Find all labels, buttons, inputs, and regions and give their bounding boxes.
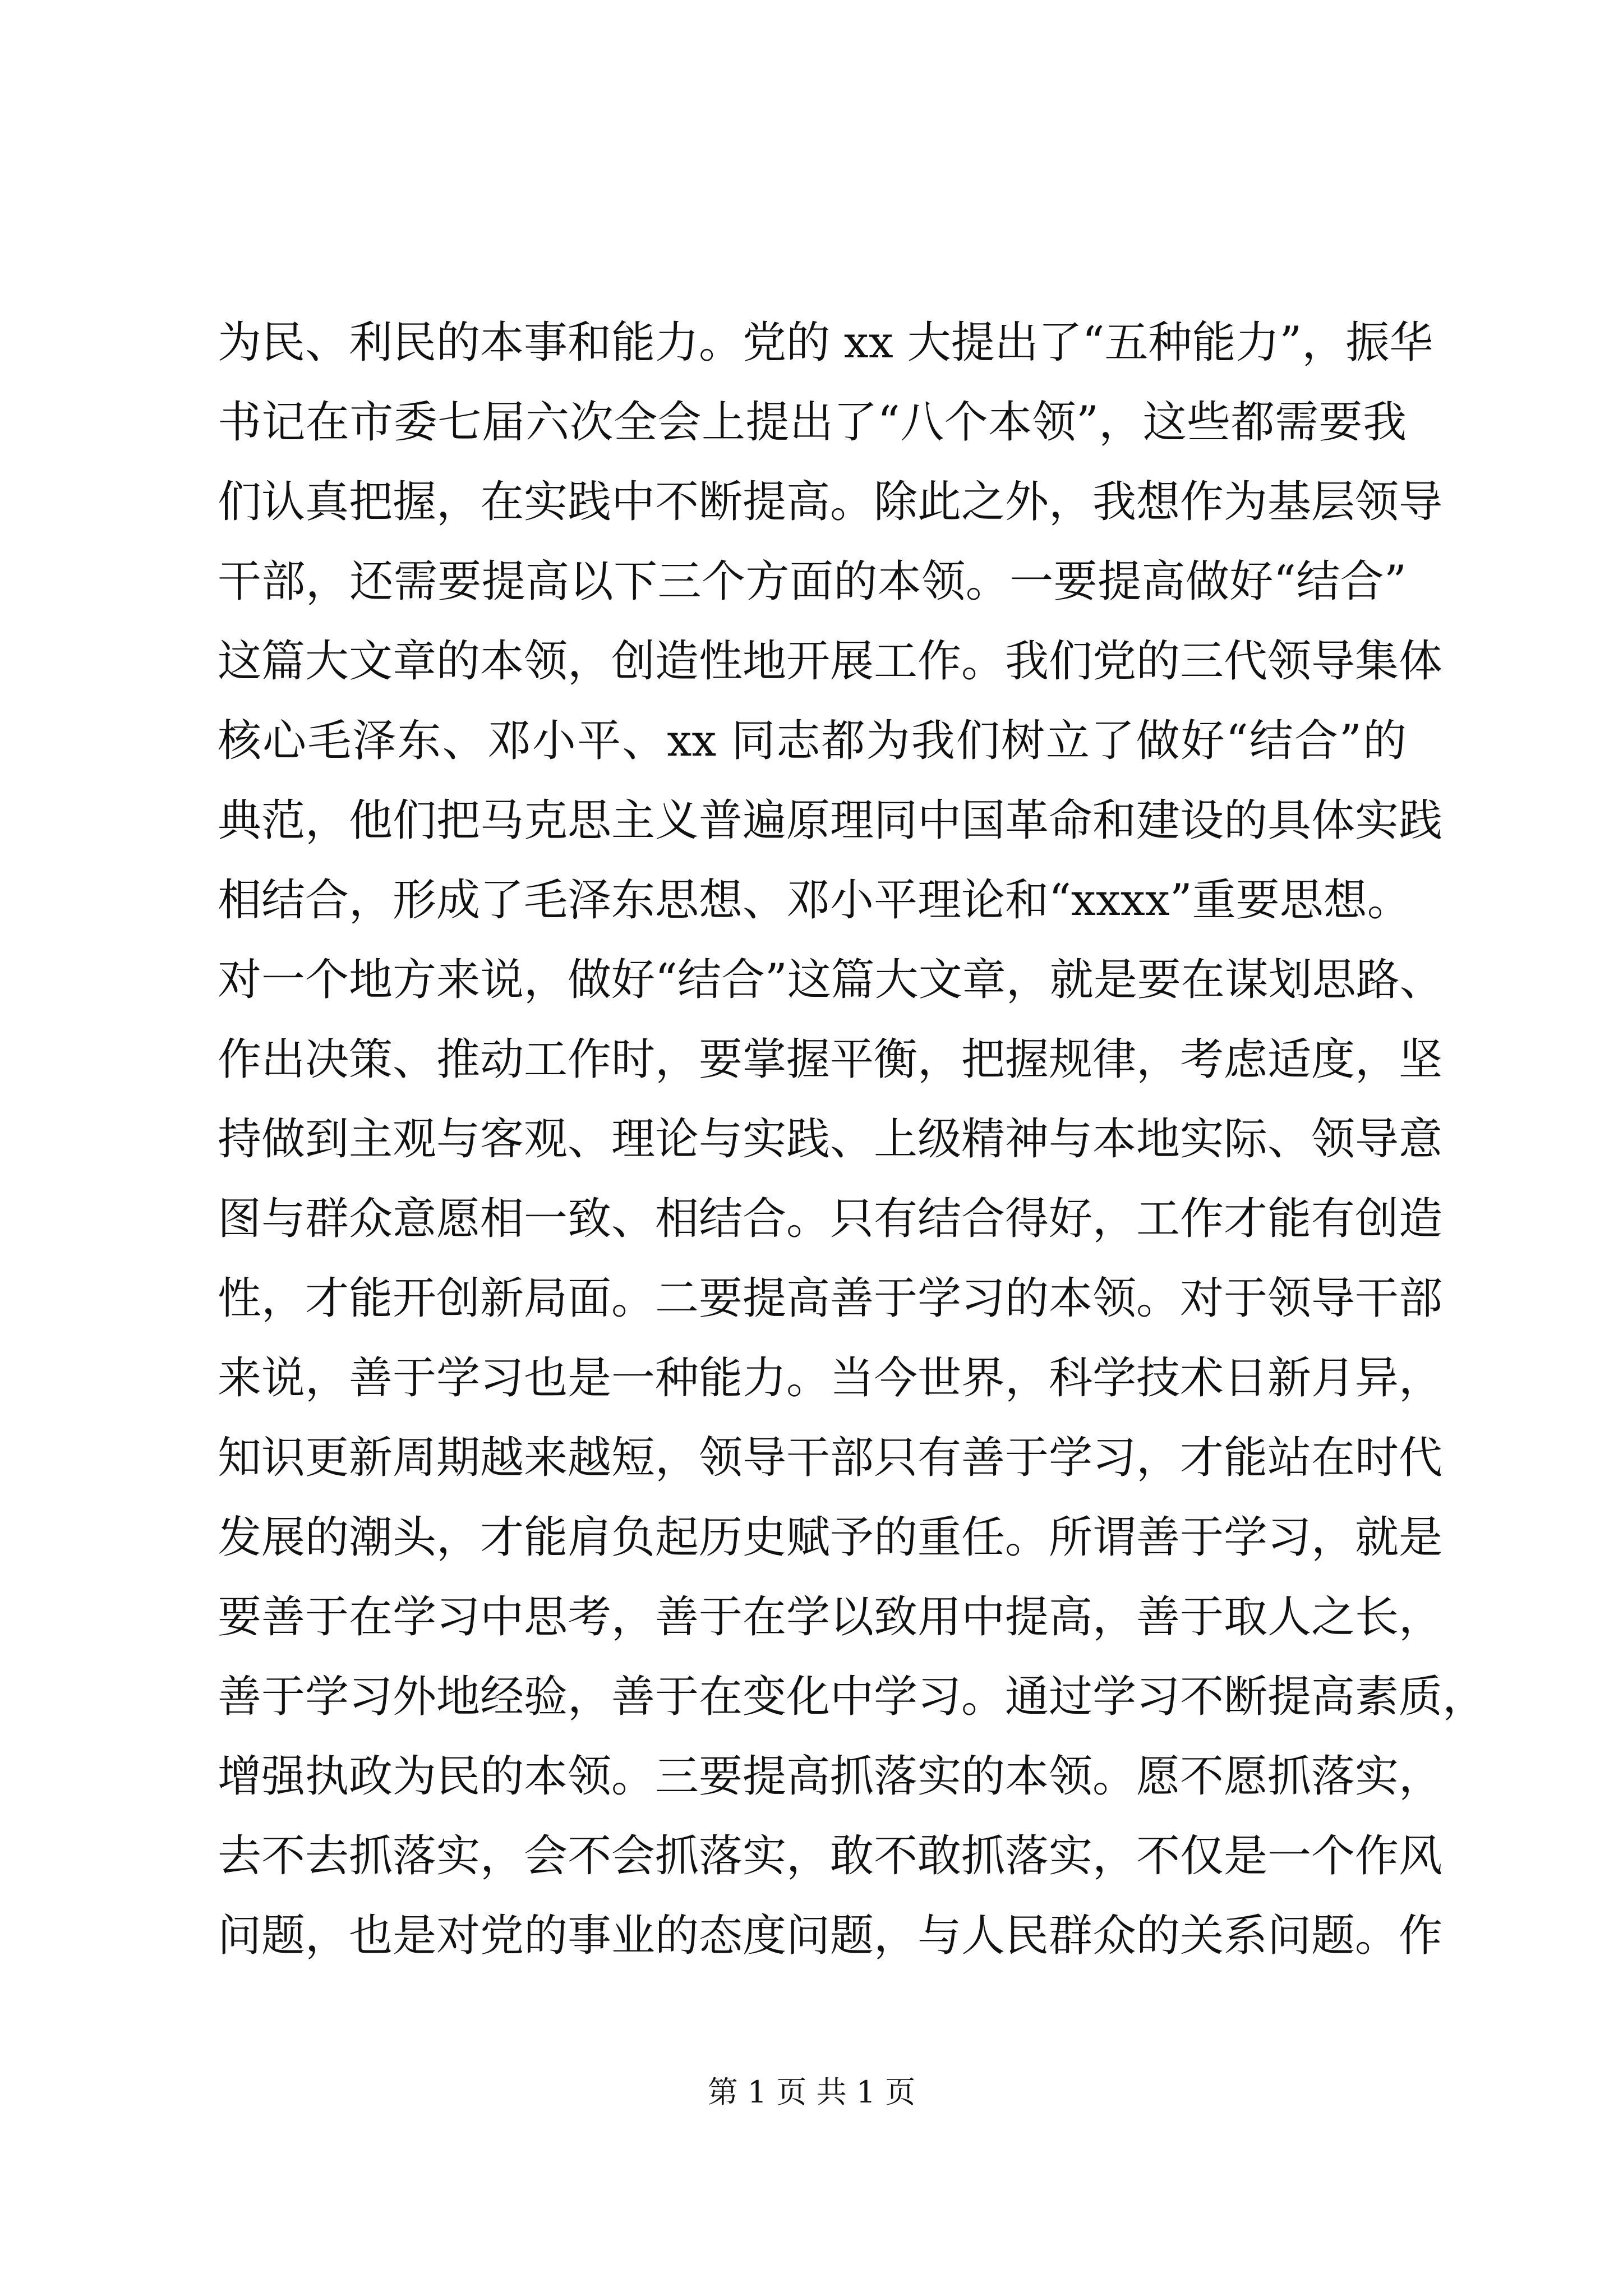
text-line-3: 们认真把握，在实践中不断提高。除此之外，我想作为基层领导 [218, 477, 1443, 527]
text-line-14: 来说，善于学习也是一种能力。当今世界，科学技术日新月异， [218, 1353, 1443, 1404]
text-line-10: 作出决策、推动工作时，要掌握平衡，把握规律，考虑适度，坚 [218, 1034, 1443, 1085]
text-line-15: 知识更新周期越来越短，领导干部只有善于学习，才能站在时代 [218, 1433, 1443, 1483]
text-line-9: 对一个地方来说，做好“结合”这篇大文章，就是要在谋划思路、 [218, 955, 1444, 1005]
text-line-20: 去不去抓落实，会不会抓落实，敢不敢抓落实，不仅是一个作风 [218, 1831, 1443, 1881]
text-line-13: 性，才能开创新局面。二要提高善于学习的本领。对于领导干部 [218, 1273, 1443, 1324]
body-paragraph [218, 303, 1487, 1976]
text-line-6: 核心毛泽东、邓小平、xx 同志都为我们树立了做好“结合”的 [218, 716, 1407, 766]
text-line-19: 增强执政为民的本领。三要提高抓落实的本领。愿不愿抓落实， [218, 1751, 1443, 1802]
text-line-12: 图与群众意愿相一致、相结合。只有结合得好，工作才能有创造 [218, 1194, 1443, 1244]
text-line-1: 为民、利民的本事和能力。党的 xx 大提出了“五种能力”，振华 [218, 318, 1433, 368]
page-footer: 第 1 页 共 1 页 [707, 2074, 916, 2110]
text-line-11: 持做到主观与客观、理论与实践、上级精神与本地实际、领导意 [218, 1114, 1443, 1165]
text-line-2: 书记在市委七届六次全会上提出了“八个本领”，这些都需要我 [218, 397, 1407, 448]
text-line-17: 要善于在学习中思考，善于在学以致用中提高，善于取人之长， [218, 1592, 1443, 1642]
text-line-5: 这篇大文章的本领，创造性地开展工作。我们党的三代领导集体 [218, 636, 1443, 687]
text-line-8: 相结合，形成了毛泽东思想、邓小平理论和“xxxx”重要思想。 [218, 875, 1411, 926]
text-line-16: 发展的潮头，才能肩负起历史赋予的重任。所谓善于学习，就是 [218, 1512, 1443, 1563]
text-line-7: 典范，他们把马克思主义普遍原理同中国革命和建设的具体实践 [218, 795, 1443, 846]
text-line-4: 干部，还需要提高以下三个方面的本领。一要提高做好“结合” [218, 556, 1407, 607]
text-line-18: 善于学习外地经验，善于在变化中学习。通过学习不断提高素质， [218, 1672, 1487, 1722]
text-line-21: 问题，也是对党的事业的态度问题，与人民群众的关系问题。作 [218, 1911, 1443, 1961]
